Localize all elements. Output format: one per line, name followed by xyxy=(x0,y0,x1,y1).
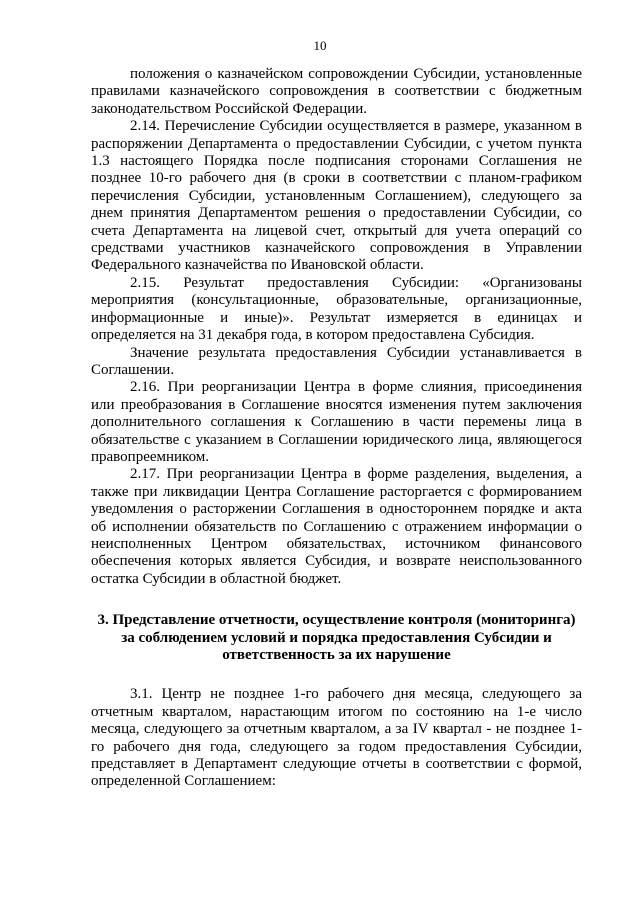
section-3-heading xyxy=(91,612,582,664)
section-3-heading-line-2: за соблюдением условий и порядка предоставления Субсидии и xyxy=(121,629,552,646)
page-number: 10 xyxy=(313,38,327,53)
paragraph-2-15-value: Значение результата предоставления Субсидии устанавливается в Соглашении. xyxy=(91,344,582,378)
paragraph-2-14: 2.14. Перечисление Субсидии осуществляется в размере, указанном в распоряжении Департамента о предоставлении Субсидии, с учетом пункта 1.3 настоящего Порядка после подписания сторонами Соглашения не позднее 10-го рабочего дня (в сроки в соответствии с планом-графиком перечисления Субсидии, установленным Соглашением), следующего за днем принятия Департаментом решения о предоставлении Субсидии, со счета Департамента на лицевой счет, открытый для учета операций со средствами участников казначейского сопровождения в Управлении Федерального казначейства по Ивановской области. xyxy=(91,118,582,274)
document-body xyxy=(91,66,582,791)
section-3-heading-line-1: 3. Представление отчетности, осуществление контроля (мониторинга) xyxy=(97,612,576,629)
paragraph-2-16: 2.16. При реорганизации Центра в форме слияния, присоединения или преобразования в Соглашение вносятся изменения путем заключения дополнительного соглашения к Соглашению в части перемены лица в обязательстве с указанием в Соглашении юридического лица, являющегося правопреемником. xyxy=(91,379,582,465)
paragraph-2-15: 2.15. Результат предоставления Субсидии: «Организованы мероприятия (консультационные, образовательные, организационные, информационные и иные)». Результат измеряется в единицах и определяется на 31 декабря года, в котором предоставлена Субсидия. xyxy=(91,274,582,344)
paragraph-continued: положения о казначейском сопровождении Субсидии, установленные правилами казначейского сопровождения в соответствии с бюджетным законодательством Российской Федерации. xyxy=(91,66,582,117)
paragraph-3-1: 3.1. Центр не позднее 1-го рабочего дня месяца, следующего за отчетным кварталом, нарастающим итогом по состоянию на 1-е число месяца, следующего за отчетным кварталом, а за IV квартал - не позднее 1-го рабочего дня года, следующего за годом предоставления Субсидии, представляет в Департамент следующие отчеты в соответствии с формой, определенной Соглашением: xyxy=(91,686,582,790)
paragraph-2-17: 2.17. При реорганизации Центра в форме разделения, выделения, а также при ликвидации Центра Соглашение расторгается с формированием уведомления о расторжении Соглашения в одностороннем порядке и акта об исполнении обязательств по Соглашению с отражением информации о неисполненных Центром обязательствах, источником финансового обеспечения которых является Субсидия, и возврате неиспользованного остатка Субсидии в областной бюджет. xyxy=(91,466,582,587)
section-3-heading-line-3: ответственность за их нарушение xyxy=(222,647,451,663)
